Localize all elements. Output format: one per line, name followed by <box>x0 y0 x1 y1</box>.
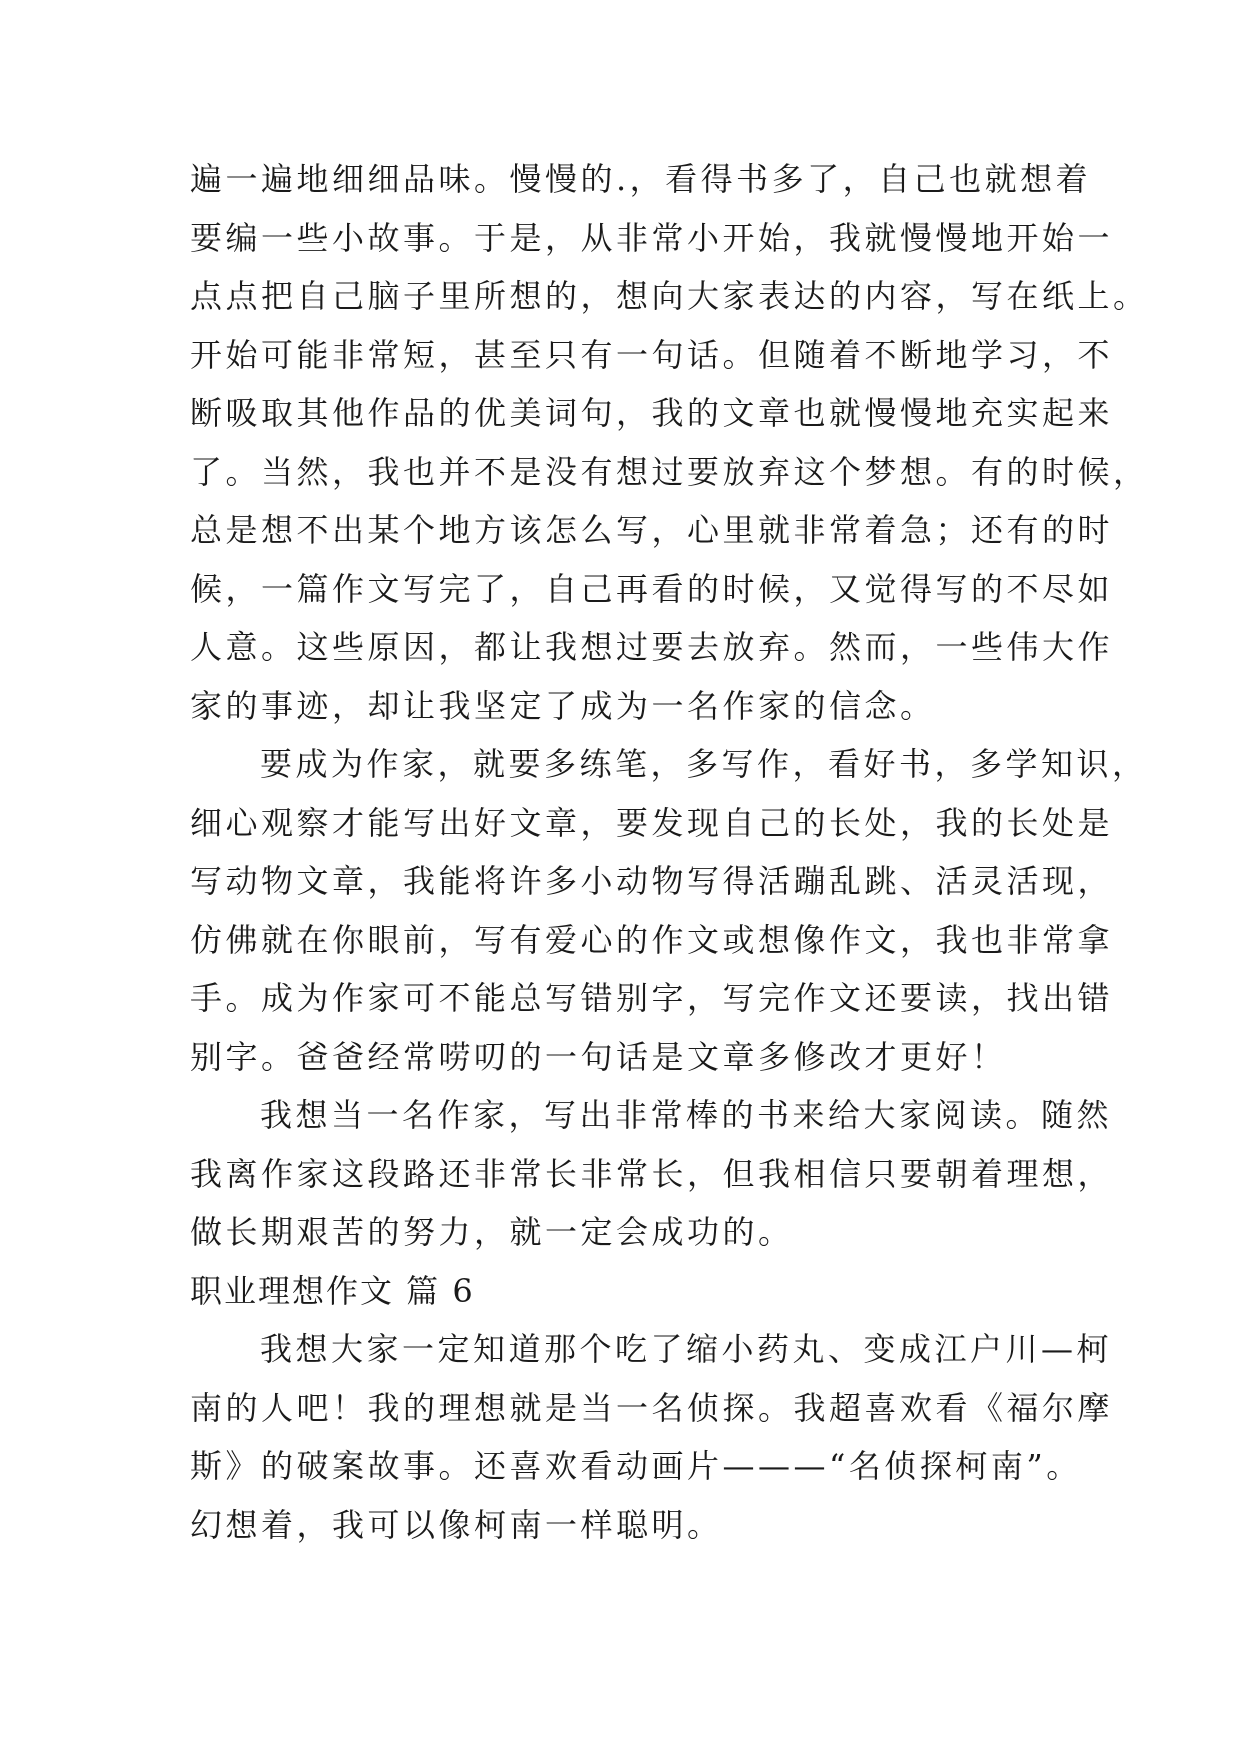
text-line: 遍一遍地细细品味。慢慢的.，看得书多了，自己也就想着 <box>190 160 1092 198</box>
paragraph-4 <box>190 1320 1114 1554</box>
text-line: 别字。爸爸经常唠叨的一句话是文章多修改才更好！ <box>190 1037 1007 1076</box>
text-line: 开始可能非常短，甚至只有一句话。但随着不断地学习，不 <box>190 335 1114 374</box>
text-line: 家的事迹，却让我坚定了成为一名作家的信念。 <box>190 686 936 725</box>
text-line: 做长期艰苦的努力，就一定会成功的。 <box>190 1213 794 1251</box>
text-line: 仿佛就在你眼前，写有爱心的作文或想像作文，我也非常拿 <box>190 920 1114 959</box>
text-line: 我离作家这段路还非常长非常长，但我相信只要朝着理想， <box>190 1154 1114 1193</box>
paragraph-3 <box>190 1086 1114 1262</box>
text-line: 总是想不出某个地方该怎么写，心里就非常着急；还有的时 <box>190 511 1114 549</box>
text-line: 候，一篇作文写完了，自己再看的时候，又觉得写的不尽如 <box>190 569 1114 608</box>
text-line: 写动物文章，我能将许多小动物写得活蹦乱跳、活灵活现， <box>190 862 1114 900</box>
text-line: 了。当然，我也并不是没有想过要放弃这个梦想。有的时候， <box>190 452 1149 491</box>
document-page <box>190 150 1149 1554</box>
text-line: 细心观察才能写出好文章，要发现自己的长处，我的长处是 <box>190 803 1114 842</box>
text-line: 我想大家一定知道那个吃了缩小药丸、变成江户川—柯 <box>260 1330 1113 1368</box>
text-line: 南的人吧！我的理想就是当一名侦探。我超喜欢看《福尔摩 <box>190 1388 1114 1427</box>
text-line: 点点把自己脑子里所想的，想向大家表达的内容，写在纸上。 <box>190 277 1149 315</box>
text-line: 手。成为作家可不能总写错别字，写完作文还要读，找出错 <box>190 979 1114 1017</box>
text-line: 斯》的破案故事。还喜欢看动画片———“名侦探柯南”。 <box>190 1447 1082 1485</box>
text-line: 要编一些小故事。于是，从非常小开始，我就慢慢地开始一 <box>190 218 1114 257</box>
text-line: 断吸取其他作品的优美词句，我的文章也就慢慢地充实起来 <box>190 394 1114 432</box>
text-line: 幻想着，我可以像柯南一样聪明。 <box>190 1505 723 1544</box>
text-line: 要成为作家，就要多练笔，多写作，看好书，多学知识， <box>260 745 1148 783</box>
text-line: 人意。这些原因，都让我想过要去放弃。然而，一些伟大作 <box>190 628 1114 666</box>
paragraph-1 <box>190 150 1149 735</box>
section-heading: 职业理想作文 篇 6 <box>190 1271 475 1310</box>
text-line: 我想当一名作家，写出非常棒的书来给大家阅读。随然 <box>260 1096 1113 1134</box>
paragraph-2 <box>190 735 1148 1086</box>
